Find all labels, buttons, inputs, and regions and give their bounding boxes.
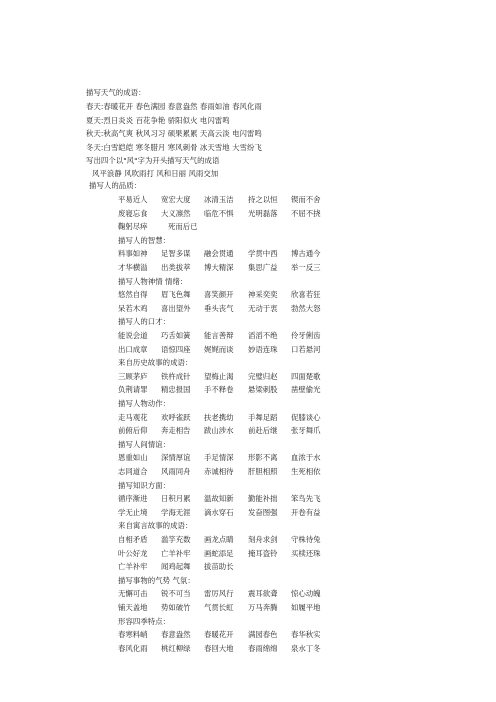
idiom: 垂头丧气: [204, 303, 234, 313]
idiom: 才华横溢: [118, 263, 148, 272]
idiom: 春意盎然: [161, 630, 191, 640]
idiom: 死而后已: [168, 222, 198, 232]
idiom: 三顾茅庐: [118, 371, 148, 381]
idiom: 血浓于水: [291, 453, 321, 463]
idiom: 能说会道: [118, 331, 148, 340]
idiom-row: [0, 549, 496, 559]
section-title: 形容四季特点：: [118, 616, 171, 626]
idiom: 无动于衷: [248, 303, 278, 313]
idiom-row: [0, 508, 496, 518]
idiom: 口若悬河: [291, 344, 321, 354]
idiom-row: [0, 453, 496, 463]
idiom: 开卷有益: [291, 507, 321, 517]
idiom: 春回大地: [204, 643, 234, 653]
idiom: 不屈不挠: [291, 208, 321, 218]
idiom-row: [0, 209, 496, 219]
idiom: 喜笑颜开: [204, 290, 234, 300]
idiom: 恩重如山: [118, 453, 148, 463]
idiom: 循序渐进: [118, 494, 148, 504]
idiom: 前俯后仰: [118, 426, 148, 436]
idiom: 集思广益: [248, 263, 278, 272]
idiom: 锐不可当: [161, 589, 191, 599]
idiom: 冰清玉洁: [204, 195, 234, 204]
idiom: 笨鸟先飞: [291, 494, 321, 504]
idiom: 买椟还珠: [291, 548, 321, 558]
intro-line: 春天:春暖花开 春色满园 春意盎然 春雨如油 春风化雨: [86, 102, 262, 111]
idiom: 喜出望外: [161, 303, 191, 313]
idiom: 跋山涉水: [204, 426, 234, 436]
idiom: 前赴后继: [248, 426, 278, 436]
idiom: 举一反三: [291, 263, 321, 272]
idiom: 刻舟求剑: [248, 535, 278, 544]
idiom: 悠然自得: [118, 290, 148, 300]
idiom: 精忠报国: [161, 385, 191, 395]
idiom: 日积月累: [161, 494, 191, 504]
idiom: 勤能补拙: [248, 494, 278, 504]
idiom: 伶牙俐齿: [291, 331, 321, 340]
idiom-row: [0, 413, 496, 423]
section-title: 描写人物神情 情绪：: [118, 276, 188, 286]
idiom: 神采奕奕: [248, 290, 278, 300]
idiom-row: [0, 372, 496, 382]
idiom: 铁杵成针: [161, 371, 191, 381]
section-title: 来自历史故事的成语：: [118, 358, 193, 368]
idiom: 出类拔萃: [161, 263, 191, 272]
idiom: 负荆请罪: [118, 385, 148, 395]
idiom: 深情厚谊: [161, 453, 191, 463]
idiom: 满园春色: [248, 630, 278, 640]
idiom: 语惊四座: [161, 344, 191, 354]
intro-line: 写出四个以"风"字为开头描写天气的成语: [86, 156, 220, 165]
idiom: 手舞足蹈: [248, 412, 278, 422]
idiom: 眉飞色舞: [161, 290, 191, 300]
idiom: 手不释卷: [204, 385, 234, 395]
idiom: 叶公好龙: [118, 548, 148, 558]
idiom: 融会贯通: [204, 249, 234, 259]
idiom: 画蛇添足: [204, 548, 234, 558]
idiom-row: [0, 535, 496, 545]
idiom-row: [0, 630, 496, 640]
idiom: 惊心动魄: [291, 589, 321, 599]
idiom: 自相矛盾: [118, 535, 148, 544]
idiom: 闻鸡起舞: [161, 562, 191, 572]
idiom: 能言善辩: [204, 331, 234, 340]
idiom: 望梅止渴: [204, 371, 234, 381]
idiom: 春华秋实: [291, 630, 321, 640]
idiom: 扶老携幼: [204, 412, 234, 422]
idiom: 志同道合: [118, 467, 148, 476]
idiom: 大义凛然: [161, 208, 191, 218]
section-title: 描写人的智慧：: [118, 235, 171, 245]
idiom: 铺天盖地: [118, 603, 148, 612]
idiom-row: [0, 222, 496, 232]
intro-line: 风平浪静 风吹雨打 风和日丽 风雨交加: [92, 169, 219, 178]
idiom-row: [0, 331, 496, 341]
idiom: 发奋图强: [248, 507, 278, 517]
idiom: 滴水穿石: [204, 507, 234, 517]
idiom-row: [0, 562, 496, 572]
idiom: 掩耳盗铃: [248, 548, 278, 558]
idiom: 宽宏大度: [161, 195, 191, 204]
idiom: 完璧归赵: [248, 371, 278, 381]
section-title: 描写人的口才：: [118, 317, 171, 327]
idiom: 鞠躬尽瘁: [118, 222, 148, 232]
idiom: 出口成章: [118, 344, 148, 354]
idiom: 春寒料峭: [118, 630, 148, 640]
idiom: 桃红柳绿: [161, 643, 191, 653]
idiom: 娓娓而谈: [204, 344, 234, 354]
idiom: 妙语连珠: [248, 344, 278, 354]
idiom: 如履平地: [291, 603, 321, 612]
idiom-row: [0, 589, 496, 599]
intro-line: 夏天:烈日炎炎 百花争艳 骄阳似火 电闪雷鸣: [86, 116, 230, 125]
section-title: 描写事物的气势 气氛：: [118, 575, 195, 585]
idiom: 震耳欲聋: [248, 589, 278, 599]
section-title: 描写人物动作：: [118, 399, 171, 408]
idiom: 势如破竹: [161, 603, 191, 612]
idiom: 滥竽充数: [161, 535, 191, 544]
idiom: 风雨同舟: [161, 467, 191, 476]
idiom: 奔走相告: [161, 426, 191, 436]
idiom: 学无止境: [118, 507, 148, 517]
idiom: 凿壁偷光: [291, 385, 321, 395]
idiom: 巧舌如簧: [161, 331, 191, 340]
idiom: 料事如神: [118, 249, 148, 259]
idiom: 画龙点睛: [204, 535, 234, 544]
idiom: 亡羊补牢: [161, 548, 191, 558]
idiom: 万马奔腾: [248, 603, 278, 612]
idiom: 勃然大怒: [291, 303, 321, 313]
idiom: 博古通今: [291, 249, 321, 259]
idiom-row: [0, 249, 496, 259]
section-title: 来自寓言故事的成语：: [118, 521, 193, 531]
idiom-row: [0, 290, 496, 300]
idiom: 足智多谋: [161, 249, 191, 259]
idiom: 光明磊落: [248, 208, 278, 218]
idiom: 气贯长虹: [204, 603, 234, 612]
idiom-row: [0, 304, 496, 314]
idiom-row: [0, 195, 496, 205]
idiom: 持之以恒: [248, 195, 278, 204]
idiom: 博大精深: [204, 263, 234, 272]
section-title: 描写人间情谊：: [118, 439, 171, 449]
idiom: 无懈可击: [118, 589, 148, 599]
idiom: 张牙舞爪: [291, 426, 321, 436]
idiom: 学海无涯: [161, 507, 191, 517]
idiom: 雷厉风行: [204, 589, 234, 599]
idiom-row: [0, 603, 496, 613]
idiom: 亡羊补牢: [118, 562, 148, 572]
idiom-row: [0, 385, 496, 395]
idiom: 赤诚相待: [204, 467, 234, 476]
idiom-row: [0, 644, 496, 654]
idiom: 平易近人: [118, 195, 148, 204]
idiom-row: [0, 426, 496, 436]
intro-line: 秋天:秋高气爽 秋风习习 硕果累累 天高云淡 电闪雷鸣: [86, 129, 262, 138]
intro-line: 冬天:白雪皑皑 寒冬腊月 寒风刺骨 冰天雪地 大雪纷飞: [86, 143, 262, 152]
idiom: 四面楚歌: [291, 371, 321, 381]
section-title: 描写知识方面：: [118, 480, 171, 490]
idiom: 春暖花开: [204, 630, 234, 640]
idiom: 春风化雨: [118, 643, 148, 653]
idiom: 形影不离: [248, 453, 278, 463]
idiom: 拔苗助长: [204, 562, 234, 572]
idiom: 守株待兔: [291, 535, 321, 544]
idiom-row: [0, 467, 496, 477]
idiom-row: [0, 345, 496, 355]
idiom: 学贯中西: [248, 249, 278, 259]
idiom: 滔滔不绝: [248, 331, 278, 340]
idiom: 手足情深: [204, 453, 234, 463]
idiom: 生死相依: [291, 467, 321, 476]
idiom: 欢呼雀跃: [161, 412, 191, 422]
idiom: 锲而不舍: [291, 195, 321, 204]
idiom: 温故知新: [204, 494, 234, 504]
intro-line: 描写人的品质：: [89, 181, 142, 190]
idiom: 春雨绵绵: [248, 643, 278, 653]
idiom: 肝胆相照: [248, 467, 278, 476]
idiom: 促膝谈心: [291, 412, 321, 422]
idiom: 临危不惧: [204, 208, 234, 218]
idiom: 废寝忘食: [118, 208, 148, 218]
idiom: 泉水丁冬: [291, 643, 321, 653]
idiom-row: [0, 494, 496, 504]
idiom: 悬梁刺股: [248, 385, 278, 395]
idiom-row: [0, 263, 496, 273]
idiom: 走马观花: [118, 412, 148, 422]
idiom: 欣喜若狂: [291, 290, 321, 300]
intro-line: 描写天气的成语：: [86, 88, 146, 97]
idiom: 呆若木鸡: [118, 303, 148, 313]
